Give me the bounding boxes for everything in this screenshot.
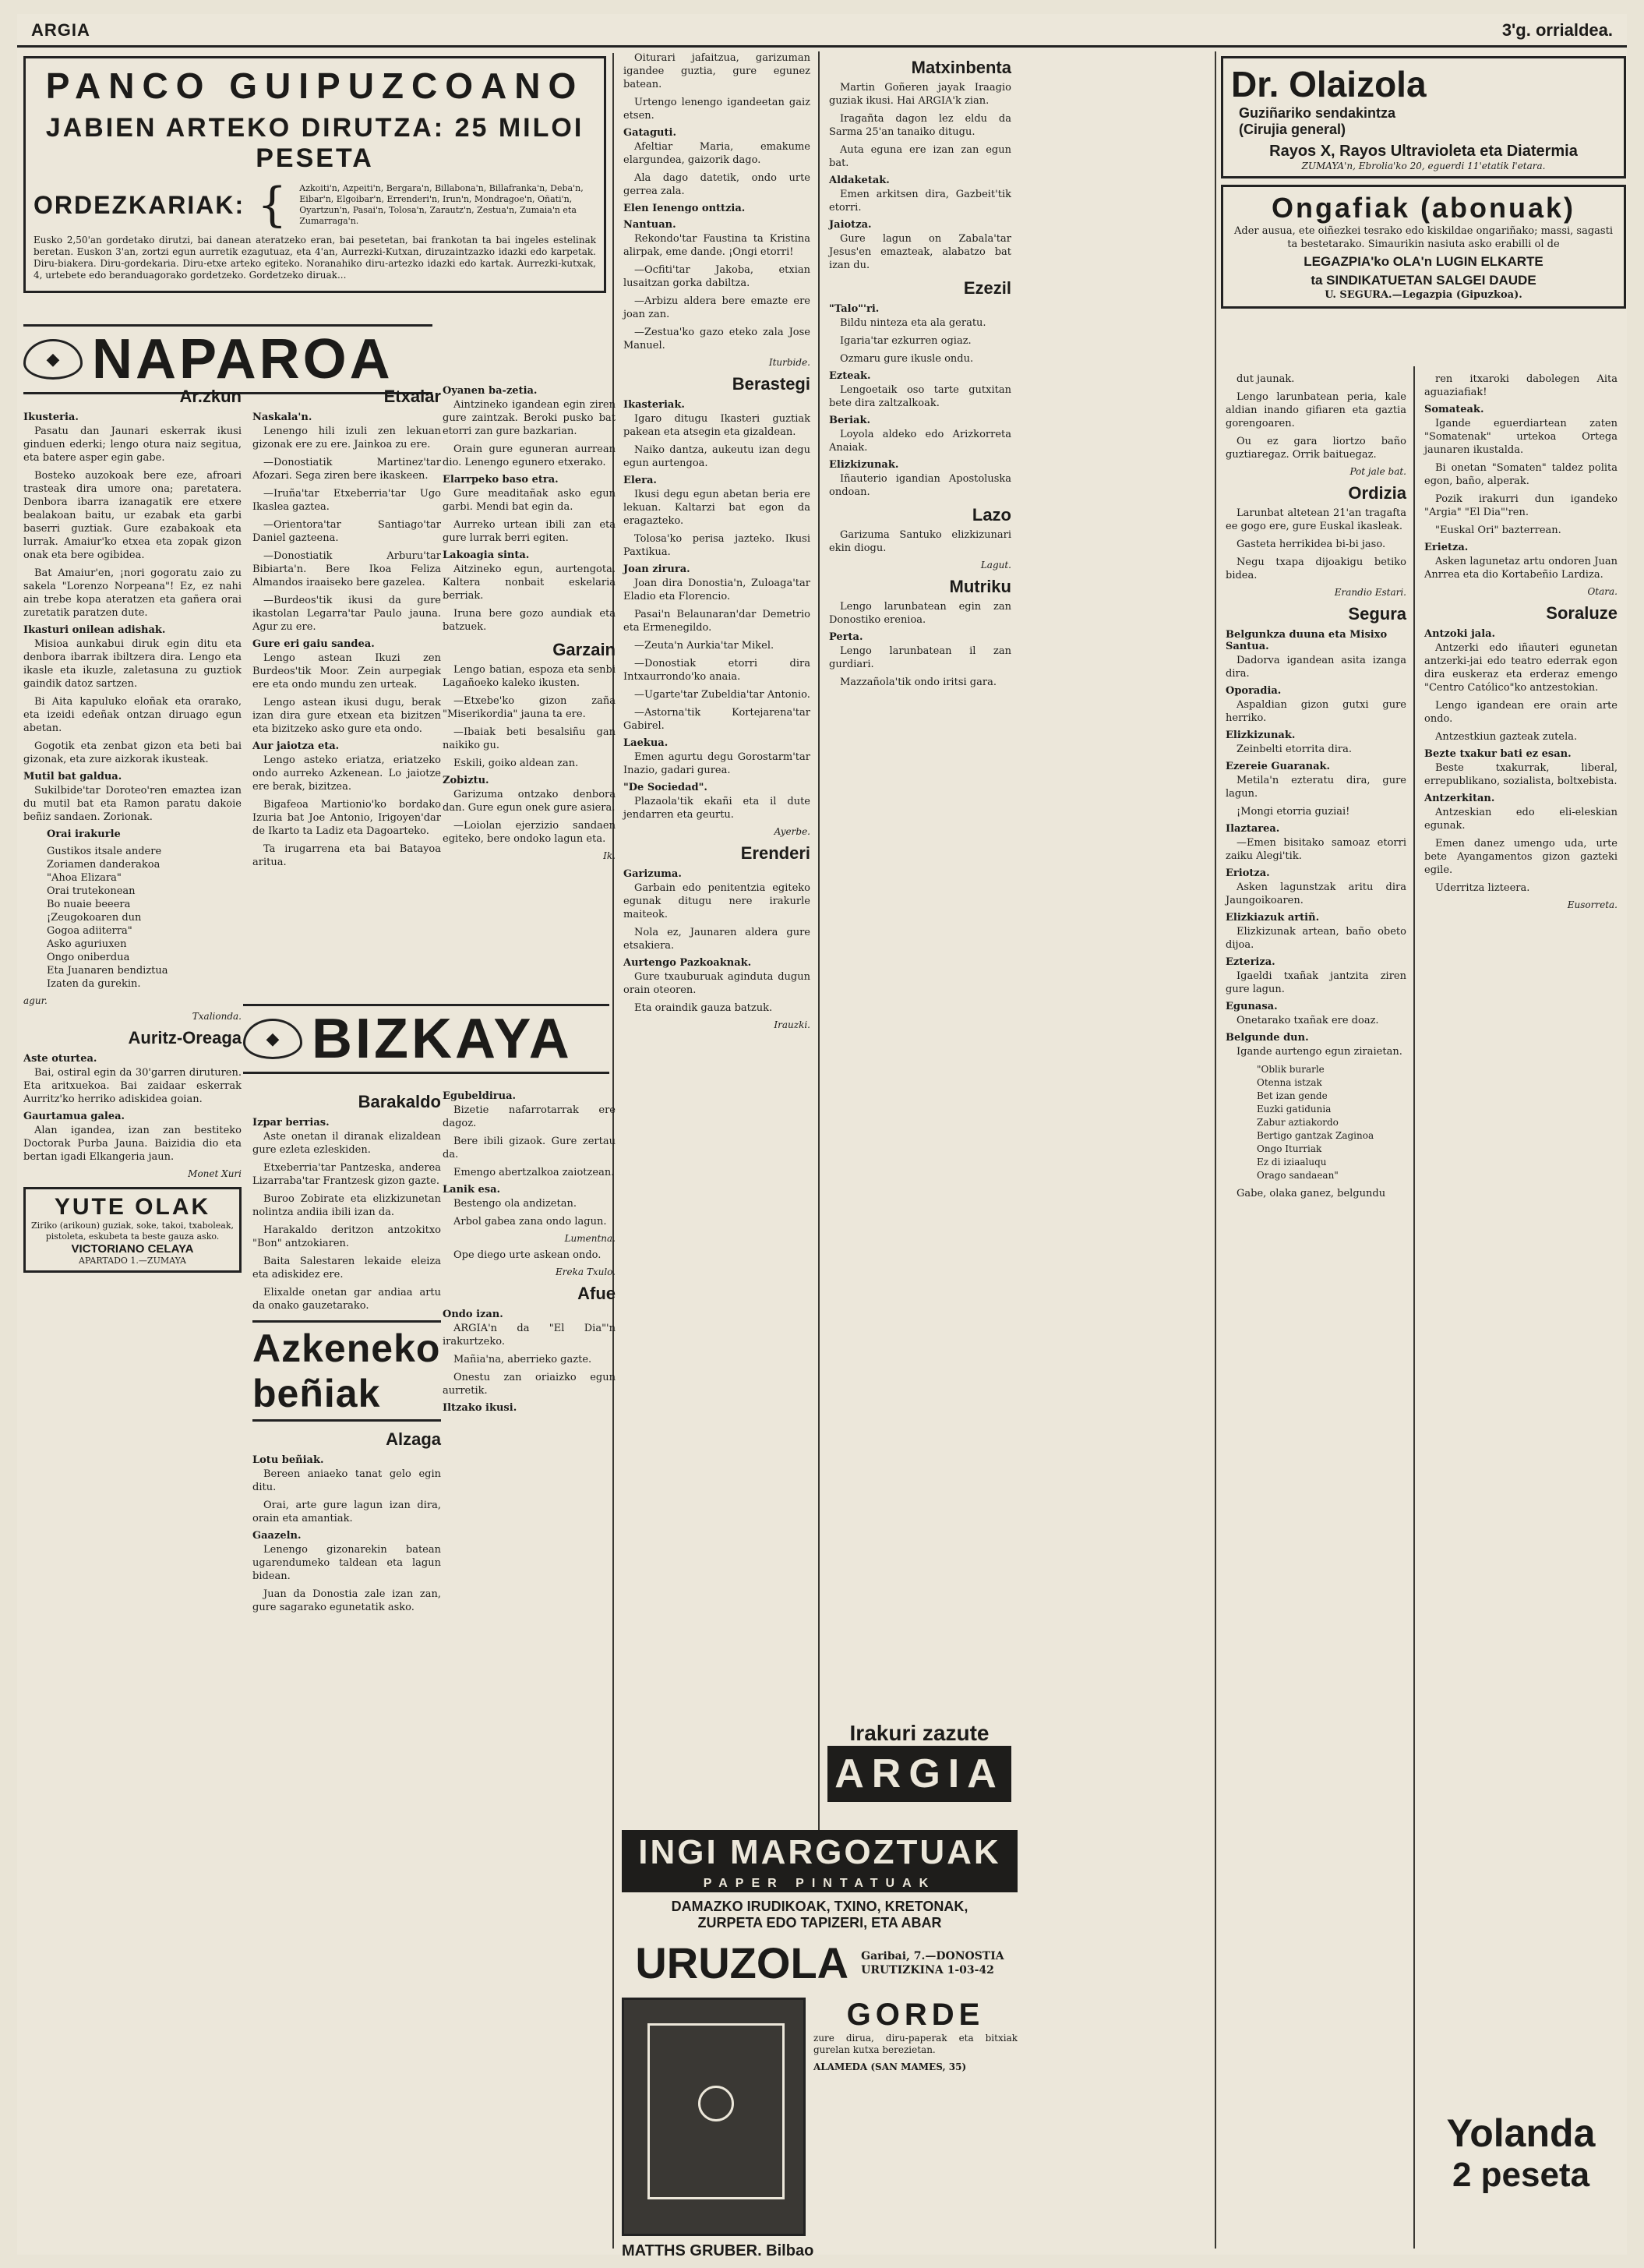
signature: Erandio Estari. [1334,587,1406,598]
paragraph: Ou ez gara liortzo baño guztiaregaz. Orrik baituegaz. [1226,436,1406,461]
paragraph: Bai, ostiral egin da 30'garren diruturen. Eta aritxuekoa. Bai zaidaar eskerrak Aurritz'ko herriko adiskidea goian. [23,1067,242,1105]
matthias-gruber-ad: MATTHS GRUBER. Bilbao [622,2242,814,2259]
sub-heading: Egubeldirua. [443,1090,517,1102]
paragraph: —Donostiak etorri dira Intxaurrondo'ko anaia. [623,658,810,683]
ad-argia-logo: ARGIA [827,1746,1011,1802]
paragraph: Ikusi degu egun abetan beria ere lekuan. Kaltarzi bat egon da eragazteko. [623,489,810,527]
paragraph: Gogotik eta zenbat gizon eta beti bai gizonak, eta zure aizkorak ikusteak. [23,740,242,765]
signature: Ayerbe. [774,826,810,837]
paragraph: Eta oraindik gauza batzuk. [634,1002,773,1014]
yolanda-ad [1420,2111,1622,2243]
paragraph: Ta irugarrena eta bai Batayoa aritua. [252,843,441,868]
paragraph: —Burdeos'tik ikusi da gure ikastolan Legarra'tar Paulo jauna. Agur zu ere. [252,595,441,633]
paragraph: Igaeldi txañak jantzita ziren gure lagun. [1226,970,1406,995]
signature: agur. [23,995,48,1006]
signature: Pot jale bat. [1349,466,1406,477]
sub-heading: Joan zirura. [623,563,690,575]
sub-heading: Ikusteria. [23,412,79,423]
yolanda-price: 2 peseta [1452,2156,1590,2194]
column-rule [1413,366,1415,2249]
sub-heading: Aur jaiotza eta. [252,740,340,752]
paragraph: Pasai'n Belaunaran'dar Demetrio eta Ermenegildo. [623,609,810,634]
page-header [17,14,1627,48]
sub-heading: Elizkiazuk artiñ. [1226,912,1320,924]
yolanda-title: Yolanda [1446,2111,1596,2155]
doctor-specialty: Guziñariko sendakintza (Cirujia general) [1239,105,1396,137]
paragraph: Ozmaru gure ikusle ondu. [840,353,974,365]
paragraph: Emen danez umengo uda, urte bete Ayangamentos gizon gazteki egile. [1424,838,1618,876]
poem-line: "Oblik burarle [1257,1064,1325,1075]
sub-heading: Elarrpeko baso etra. [443,474,559,486]
paragraph: Aurreko urtean ibili zan eta gure lurrak berri egiten. [443,519,616,544]
paragraph: Asken lagunetaz artu ondoren Juan Anrrea eta dio Kortabeñio Lardiza. [1424,556,1618,581]
paragraph: Lengo larunbatean egin zan Donostiko erenioa. [829,601,1011,626]
sub-heading: Ilaztarea. [1226,823,1280,835]
signature: Eusorreta. [1567,899,1618,910]
paragraph: Gasteta herrikidea bi-bi jaso. [1237,539,1386,550]
paragraph: Iruna bere gozo aundiak eta batzuek. [443,608,616,633]
sub-heading: Lakoagia sinta. [443,549,530,561]
gorde-body: zure dirua, diru-paperak eta bitxiak gurelan kutxa berezietan. [813,2033,1018,2055]
paragraph: Lengo astean ikusi dugu, berak izan dira gure etxean eta bizitzen eta bizitzeko asko gure eta ondo. [252,697,441,735]
column-1 [23,380,246,2249]
town-heading: Auritz-Oreaga [128,1028,242,1047]
town-heading: Mutriku [949,577,1011,596]
ad-name: URUZOLA [635,1938,849,1987]
paragraph: Misioa aunkabui diruk egin ditu eta denbora ibarrak ibiltzera dira. Lengo eta ikasle eta ikuzle, zaletasuna zu guztiok gaindik datoz sartzen. [23,638,242,690]
paragraph: Emen agurtu degu Gorostarm'tar Inazio, gadari gurea. [623,751,810,776]
sub-heading: Ondo izan. [443,1309,503,1320]
sub-heading: Antzoki jala. [1424,628,1496,640]
paragraph: Bereen aniaeko tanat gelo egin ditu. [252,1468,441,1493]
paragraph: Baita Salestaren lekaide eleiza eta adiskidez ere. [252,1256,441,1281]
safe-illustration-icon [622,1998,806,2236]
paragraph: Dadorva igandean asita izanga dira. [1226,655,1406,680]
paragraph: Harakaldo deritzon antzokitxo "Bon" antzokiaren. [252,1224,441,1249]
paragraph: Bi onetan "Somaten" taldez polita egon, baño, alperak. [1424,462,1618,487]
paragraph: Pasatu dan Jaunari eskerrak ikusi ginduen ederki; lengo otura naiz segitua, eta batere asper egin gabe. [23,426,242,464]
paragraph: —Ibaiak beti besalsiñu gan naikiko gu. [443,726,616,751]
poem-line: Bo nuaie beeera [47,899,131,910]
paragraph: Lengo larunbatean il zan gurdiari. [829,645,1011,670]
paragraph: Naiko dantza, aukeutu izan degu egun aurtengoa. [623,444,810,469]
paragraph: Larunbat altetean 21'an tragafta ee gogo ere, gure Euskal ikasleak. [1226,507,1406,532]
paragraph: Nola ez, Jaunaren aldera gure etsakiera. [623,927,810,952]
sub-heading: Perta. [829,631,863,643]
signature: Lumentna. [564,1233,616,1244]
paragraph: Antzestkiun gazteak zutela. [1435,731,1578,743]
olaizola-ad [1221,56,1626,309]
paragraph: Lengo asteko eriatza, eriatzeko ondo aurreko Azkenean. Lo jaiotze ere berak, bizitzea. [252,754,441,793]
paragraph: —Donostiatik Arburu'tar Bibiarta'n. Bere Ikoa Feliza Almandos iraaiseko bere gazelea. [252,550,441,588]
ongariak-address: U. SEGURA.—Legazpia (Gipuzkoa). [1325,289,1522,301]
irakurri-argia-ad [827,1721,1011,1822]
bank-ad-box [23,56,606,293]
poem-line: "Ahoa Elizara" [47,872,122,884]
sub-heading: Aurtengo Pazkoaknak. [623,957,752,969]
signature: Otara. [1587,586,1618,597]
brace-icon: { [257,178,288,232]
ad-irakurri-text: Irakuri zazute [849,1721,990,1745]
paragraph: —Emen bisitako samoaz etorri zaiku Alegi'tik. [1226,837,1406,862]
paragraph: Plazaola'tik ekañi eta il dute jendarren eta geurtu. [623,796,810,821]
ad-subtitle: PAPER PINTATUAK [622,1875,1018,1892]
sub-heading: Naskala'n. [252,412,312,423]
paragraph: —Loiolan ejerzizio sandaen egiteko, bere ondoko lagun eta. [443,820,616,845]
paragraph: Ala dago datetik, ondo urte gerrea zala. [623,172,810,197]
sub-heading: Aste oturtea. [23,1053,97,1065]
gorde-title: GORDE [846,1998,985,2032]
paragraph: Lenengo hili izuli zen lekuan gizonak ere zu ere. Jainkoa zu ere. [252,426,441,450]
paragraph: ¡Mongi etorria guziai! [1237,806,1350,818]
sub-heading: Bezte txakur bati ez esan. [1424,748,1572,760]
paragraph: Onestu zan oriaizko egun aurretik. [443,1372,616,1397]
signature: Txalionda. [192,1011,242,1022]
town-heading: Berastegi [732,374,810,394]
paragraph: —Astorna'tik Kortejarena'tar Gabirel. [623,707,810,732]
signature: Irauzki. [774,1019,810,1030]
sub-heading: Gataguti. [623,127,676,139]
ad-title: INGI MARGOZTUAK [622,1830,1018,1875]
paragraph: Juan da Donostia zale izan zan, gure sagarako egunetatik asko. [252,1588,441,1613]
signature: Ik. [603,850,616,861]
sub-heading: Beriak. [829,415,871,426]
page-number: 3'g. orrialdea. [1501,20,1613,40]
sub-heading: Elizkizunak. [1226,730,1296,741]
paragraph: Oiturari jafaitzua, garizuman igandee guztia, gure egunez batean. [623,52,810,90]
poem-line: Euzki gatidunia [1257,1104,1332,1115]
paragraph: Auta eguna ere izan zan egun bat. [829,144,1011,169]
poem-line: Ongo oniberdua [47,952,130,963]
sub-heading: Egunasa. [1226,1001,1278,1012]
sub-heading: Ikasteriak. [623,399,685,411]
poem-line: Izaten da gurekin. [47,978,141,990]
column-5 [823,51,1018,1787]
paragraph: Loyola aldeko edo Arizkorreta Anaiak. [829,429,1011,454]
town-heading: Lazo [972,505,1011,525]
signature: Monet Xuri [188,1168,242,1179]
paragraph: Mazzañola'tik ondo iritsi gara. [840,677,997,688]
sub-heading: Somateak. [1424,404,1484,415]
sub-heading: Elen Ienengo onttzia. [623,203,746,214]
paragraph: —Ocfiti'tar Jakoba, etxian lusaitzan gorka dabiltza. [623,264,810,289]
paragraph: Igaro ditugu Ikasteri guztiak pakean eta atsegin eta gizaldean. [623,413,810,438]
town-heading: Afue [577,1284,616,1303]
ad-name: VICTORIANO CELAYA [71,1242,194,1256]
town-heading: Soraluze [1546,603,1618,623]
paragraph: Aintzineko igandean egin ziren gure zaintzak. Beroki pusko bat etorri zan gure bazkarian. [443,399,616,437]
ongariak-seller: ta SINDIKATUETAN SALGEI DAUDE [1311,273,1536,288]
paragraph: Gabe, olaka ganez, belgundu [1237,1188,1386,1199]
sub-heading: Aldaketak. [829,175,890,186]
paragraph: Asken lagunstzak aritu dira Jaungoikoaren. [1226,881,1406,906]
paragraph: Aspaldian gizon gutxi gure herriko. [1226,699,1406,724]
poem-line: Gogoa adiiterra" [47,925,132,937]
town-heading: Erenderi [740,843,810,863]
ad-title: YUTE OLAK [54,1194,211,1220]
poem-line: Zabur aztiakordo [1257,1117,1339,1128]
paragraph: Gure txauburuak aginduta dugun orain oteoren. [623,971,810,996]
sub-heading: Ezereie Guaranak. [1226,761,1331,772]
paragraph: Onetarako txañak ere doaz. [1237,1015,1379,1026]
ad-name-row [622,1938,1018,1988]
paragraph: —Zeuta'n Aurkia'tar Mikel. [634,640,774,652]
ad-address: Garibai, 7.—DONOSTIA [861,1949,1004,1962]
sub-heading: Ezteriza. [1226,956,1275,968]
paragraph: dut jaunak. [1237,373,1295,385]
bank-name: PANCO GUIPUZCOANO [45,65,584,106]
poem-line: Otenna istzak [1257,1077,1322,1088]
ongariak-text: Ader ausua, ete oiñezkei tesrako edo kiskildae ongariñako; massi, sagasti ta bestetarako. Simaurikin nasiuta asko erabilli ol de [1234,225,1613,250]
paragraph: Bi Aita kapuluko eloñak eta orarako, eta izeidi edeñak ontzan diruago egun abetan. [23,696,242,734]
paragraph: Iñauterio igandian Apostoluska ondoan. [829,473,1011,498]
naparoa-title: NAPAROA [92,328,393,390]
paragraph: Garbain edo penitentzia egiteko egunak ditugu nere irakurle maiteok. [623,882,810,920]
paragraph: Uderritza lizteera. [1435,882,1530,894]
paragraph: Garizuma ontzako denbora dan. Gure egun onek gure asiera. [443,789,616,814]
sub-heading: "Talo"'ri. [829,303,880,315]
paragraph: Antzeskian edo eli-eleskian egunak. [1424,807,1618,832]
poem [1257,1063,1406,1182]
bank-representatives [34,178,596,232]
column-7 [1418,373,1624,2068]
sub-heading: Belgunkza duuna eta Misixo Santua. [1226,629,1388,652]
bank-towns: Azkoiti'n, Azpeiti'n, Bergara'n, Billabona'n, Billafranka'n, Deba'n, Eibar'n, Elgoibar'n, Errenderi'n, Irun'n, Mondragoe'n, Oñati'n, Oyartzun'n, Pasai'n, Tolosa'n, Zarautz'n, Zestua'n, Zumaia'n eta Zumarraga'n. [299,183,584,226]
poem-line: Bertigo gantzak Zaginoa [1257,1130,1374,1141]
town-heading: Alzaga [386,1429,441,1449]
doctor-services: Rayos X, Rayos Ultravioleta eta Diatermia [1269,143,1578,160]
bank-capital: JABIEN ARTEKO DIRUTZA: 25 MILOI PESETA [45,113,584,173]
margoztuak-ad [622,1830,1018,2259]
paragraph: Aitzineko egun, aurtengota. Kaltera nonbait eskelaria berriak. [443,563,616,602]
poem-line: Eta Juanaren bendiztua [47,965,168,977]
paragraph: Zeinbelti etorrita dira. [1237,744,1352,755]
paragraph: Martin Goñeren jayak Iraagio guziak ikusi. Hai ARGIA'k zian. [829,82,1011,107]
gorde-text [813,1998,1018,2236]
paragraph: Lengo batian, espoza eta senbi Lagañoeko kaleko ikusten. [443,664,616,689]
town-heading: Ordizia [1348,483,1406,503]
azkeneko-berriak-title: Azkeneko beñiak [252,1320,441,1422]
ad-address-block [861,1949,1004,1977]
town-heading: Segura [1348,604,1406,624]
sub-heading: Nantuan. [623,219,676,231]
sub-heading: Mutil bat galdua. [23,771,122,782]
paragraph: Garizuma Santuko elizkizunari ekin diogu. [829,529,1011,554]
bizkaya-title: BIZKAYA [312,1008,573,1070]
paragraph: Igaria'tar ezkurren ogiaz. [840,335,972,347]
sub-heading: Jaiotza. [829,219,872,231]
town-heading: Ezezil [963,278,1011,298]
paragraph: Negu txapa dijoakigu betiko bidea. [1226,556,1406,581]
paragraph: Rekondo'tar Faustina ta Kristina alirpak, eme dande. ¡Ongi etorri! [623,233,810,258]
sub-heading: "De Sociedad". [623,782,707,793]
town-heading: Etxalar [383,387,441,406]
poem-line: Asko aguriuxen [47,938,127,950]
sub-heading: Lotu beñiak. [252,1454,324,1466]
poem-line: Gustikos itsale andere [47,846,162,857]
paragraph: Lenengo gizonarekin batean ugarendumeko taldean eta lagun bidean. [252,1544,441,1582]
ad-text: Ziriko (arikoun) guziak, soke, takoi, txaboleak, pistoleta, eskubeta ta beste gauza asko. [30,1221,235,1242]
signature: Lagut. [980,560,1011,571]
paragraph: Bigafeoa Martionio'ko bordako Izuria bat Joe Antonio, Irigoyen'dar de Ikarto ta Ladiz eta Dagoarteko. [252,799,441,837]
paragraph: "Euskal Ori" bazterrean. [1435,525,1561,536]
paragraph: Lengo larunbatean peria, kale aldian inando gifiaren eta gaztia gorengoaren. [1226,391,1406,429]
sub-heading: Ikasturi onilean adishak. [23,624,166,636]
sub-heading: Erietza. [1424,542,1469,553]
paragraph: Bildu ninteza eta ala geratu. [840,317,986,329]
sub-heading: Belgunde dun. [1226,1032,1309,1044]
paragraph: Ope diego urte askean ondo. [453,1249,602,1261]
paragraph: Gure meaditañak asko egun garbi. Mendi bat egin da. [443,488,616,513]
signature: Iturbide. [768,357,810,368]
paragraph: Elizkizunak artean, baño obeto dijoa. [1226,926,1406,951]
paragraph: —Orientora'tar Santiago'tar Daniel gazteena. [252,519,441,544]
town-heading: Barakaldo [358,1092,441,1111]
paragraph: Orain gure eguneran aurrean dio. Lenengo egunero etxerako. [443,443,616,468]
signature: Ereka Txulo. [555,1266,616,1277]
paragraph: —Ugarte'tar Zubeldia'tar Antonio. [634,689,810,701]
paragraph: Beste txakurrak, liberal, errepublikano, sozialista, boltxebista. [1424,762,1618,787]
paragraph: Lengoetaik oso tarte gutxitan bete dira zaltzalkoak. [829,384,1011,409]
doctor-address: ZUMAYA'n, Ebrolia'ko 20, eguerdi 11'etatik l'etara. [1301,161,1546,171]
paragraph: ren itxaroki dabolegen Aita aguaziafiak! [1424,373,1618,398]
sub-heading: Elizkizunak. [829,459,899,471]
paragraph: Afeltiar Maria, emakume elargundea, gaizorik dago. [623,141,810,166]
paragraph: Aste onetan il diranak elizaldean gure ezleta ezleskiden. [252,1131,441,1156]
paragraph: Gure lagun on Zabala'tar Jesus'en emazteak, alabatzo bat izan du. [829,233,1011,271]
newspaper-page [17,14,1627,2259]
paragraph: Alan igandea, izan zan bestiteko Doctorak Purba Jauna. Baizidia dio eta bertan igadi Elkangeria jaun. [23,1125,242,1163]
ongariak-title: Ongafiak (abonuak) [1271,192,1576,224]
sub-heading: Gaurtamua galea. [23,1111,125,1122]
ad-address: APARTADO 1.—ZUMAYA [79,1256,186,1266]
town-heading: Garzain [552,640,616,659]
paragraph: Etxeberria'tar Pantzeska, anderea Lizarraba'tar Frantzesk gizon gazte. [252,1162,441,1187]
paragraph: Igande aurtengo egun ziraietan. [1237,1046,1402,1058]
paragraph: Arbol gabea zana ondo lagun. [453,1216,607,1228]
paragraph: Tolosa'ko perisa jazteko. Ikusi Paxtikua. [623,533,810,558]
paragraph: Bizetie nafarrotarrak ere dagoz. [443,1104,616,1129]
poem-line: Zoriamen danderakoa [47,859,161,871]
paragraph: Bere ibili gizaok. Gure zertau da. [443,1136,616,1160]
poem-line: Bet izan gende [1257,1090,1328,1101]
paragraph: —Iruña'tar Etxeberria'tar Ugo Ikaslea gaztea. [252,488,441,513]
sub-heading: Laekua. [623,737,669,749]
sub-heading: Zobiztu. [443,775,489,786]
paragraph: —Zestua'ko gazo eteko zala Jose Manuel. [623,327,810,352]
paragraph: Eskili, goiko aldean zan. [453,758,579,769]
paragraph: Pozik irakurri dun igandeko "Argia" "El Dia"'ren. [1424,493,1618,518]
paragraph: Joan dira Donostia'n, Zuloaga'tar Eladio eta Florencio. [623,578,810,602]
ad-line: ZURPETA EDO TAPIZERI, ETA ABAR [697,1915,942,1931]
paragraph: Orai, arte gure lagun izan dira, orain eta amantiak. [252,1500,441,1524]
ongariak-seller: LEGAZPIA'ko OLA'n LUGIN ELKARTE [1304,254,1543,269]
sub-heading: Ezteak. [829,370,871,382]
sub-heading: Oyanen ba-zetia. [443,385,538,397]
paragraph: Elixalde onetan gar andiaa artu da onako gauzetarako. [252,1287,441,1312]
sub-heading: Elera. [623,475,657,486]
shield-emblem-icon: ◆ [243,1019,302,1059]
paragraph: Iragañta dagon lez eldu da Sarma 25'an tanaiko ditugu. [829,113,1011,138]
sub-heading: Garizuma. [623,868,682,880]
poem-line: Ez di iziaaluqu [1257,1157,1327,1168]
paragraph: Mañia'na, aberrieko gazte. [453,1354,592,1365]
yute-olak-ad [23,1187,242,1273]
ad-line: DAMAZKO IRUDIKOAK, TXINO, KRETONAK, [671,1899,968,1914]
column-3b [438,1086,620,2249]
column-2b [248,1086,446,2249]
masthead-argia: ARGIA [31,20,90,40]
poem [47,845,242,991]
column-rule [1215,51,1216,2249]
paragraph: —Arbizu aldera bere emazte ere joan zan. [623,295,810,320]
column-6 [1219,373,1413,2249]
sub-heading: Oporadia. [1226,685,1282,697]
paragraph: Sukilbide'tar Doroteo'ren emaztea izan du mutil bat eta Ramon paratu dakoie beñiz sandaen. Zorionak. [23,785,242,823]
gorde-ad [622,1998,1018,2236]
paragraph: —Etxebe'ko gizon zaña "Miserikordia" jauna ta ere. [443,695,616,720]
bank-ordez-label: ORDEZKARIAK: [34,190,245,219]
paragraph: Metila'n ezteratu dira, gure lagun. [1226,775,1406,800]
sub-heading: Antzerkitan. [1424,793,1495,804]
paragraph: Lengo astean Ikuzi zen Burdeos'tik Moor. Zein aurpegiak ere eta ondo mundu zen urteak. [252,652,441,691]
town-heading: Matxinbenta [911,58,1011,77]
paragraph: Bosteko auzokoak bere eze, afroari trasteak dira umore ona; paretatera. Denbora ibarra izanagatik ere etxere bealakoan baitu, ur ezabak eta garbi baserri guztiak. Gure ezabakoak eta lurrak. Amaiur'ko etxea eta zopak gizon onak eta bere ogibidea. [23,470,242,561]
poem-line: Ongo Iturriak [1257,1143,1322,1154]
ad-phone: URUTIZKINA 1-03-42 [861,1963,994,1977]
paragraph: Emen arkitsen dira, Gazbeit'tik etorri. [829,189,1011,214]
paragraph: Antzerki edo iñauteri egunetan antzerki-jai edo teatro ederrak egon dira euskeraz eta erderaz emengo "Centro Católico"ko antzestokian. [1424,642,1618,694]
paragraph: Bat Amaiur'en, ¡nori gogoratu zaio zu sakela "Lorenzo Norpeana"! Ez, ez nahi ain trebe kopa ateratzen eta gañera orai zuretatik paratzen dute. [23,567,242,619]
paragraph: Bestengo ola andizetan. [453,1198,577,1210]
paragraph: Urtengo lenengo igandeetan gaiz etsen. [623,97,810,122]
bank-body: Eusko 2,50'an gordetako dirutzi, bai danean ateratzeko eran, bai pesetetan, bai frankotan ta bai ingeles estelinak beretan. Euskon 3'an, zortzi egun aurretik ezagutuaz, eta 4'an, Aurrezki-Kutxan, diruzaintzazko idazki edo karpetak. Diru-biakera. Diru-gordekaria. Diru-etxe arteko egiteko. Noranahiko diru-artezko idazki edo kartak. Aurrezki-kutxak, 4, urtebete edo beranduagorako gordetzeko. Gordetzeko diruak... [34,235,596,281]
paragraph: Igande eguerdiartean zaten "Somatenak" urtekoa Ortega jaunaren ikustalda. [1424,418,1618,456]
doctor-name: Dr. Olaizola [1231,64,1427,104]
paragraph: Buroo Zobirate eta elizkizunetan nolintza andiia ibili izan da. [252,1193,441,1218]
sub-heading: Iltzako ikusi. [443,1402,517,1414]
sub-heading: Gaazeln. [252,1530,302,1542]
gorde-address: ALAMEDA (SAN MAMES, 35) [813,2061,967,2072]
poem-line: ¡Zeugokoaren dun [47,912,142,924]
shield-emblem-icon: ◆ [23,339,83,380]
paragraph: Lengo igandean ere orain arte ondo. [1424,700,1618,725]
sub-heading: Izpar berrias. [252,1117,330,1129]
paragraph: Emengo abertzalkoa zaiotzean. [453,1167,615,1178]
sub-heading: Eriotza. [1226,867,1270,879]
paragraph: ARGIA'n da "El Dia"'n irakurtzeko. [443,1323,616,1348]
paragraph: —Donostiatik Martinez'tar Afozari. Sega ziren bere ikaskeen. [252,457,441,482]
town-heading: Ar.zkun [179,387,242,406]
poem-title: Orai irakurle [47,828,121,840]
ongariak-ad [1221,185,1626,309]
poem-line: Orago sandaean" [1257,1170,1339,1181]
sub-heading: Gure eri gaiu sandea. [252,638,375,650]
poem-line: Orai trutekonean [47,885,136,897]
sub-heading: Lanik esa. [443,1184,501,1196]
